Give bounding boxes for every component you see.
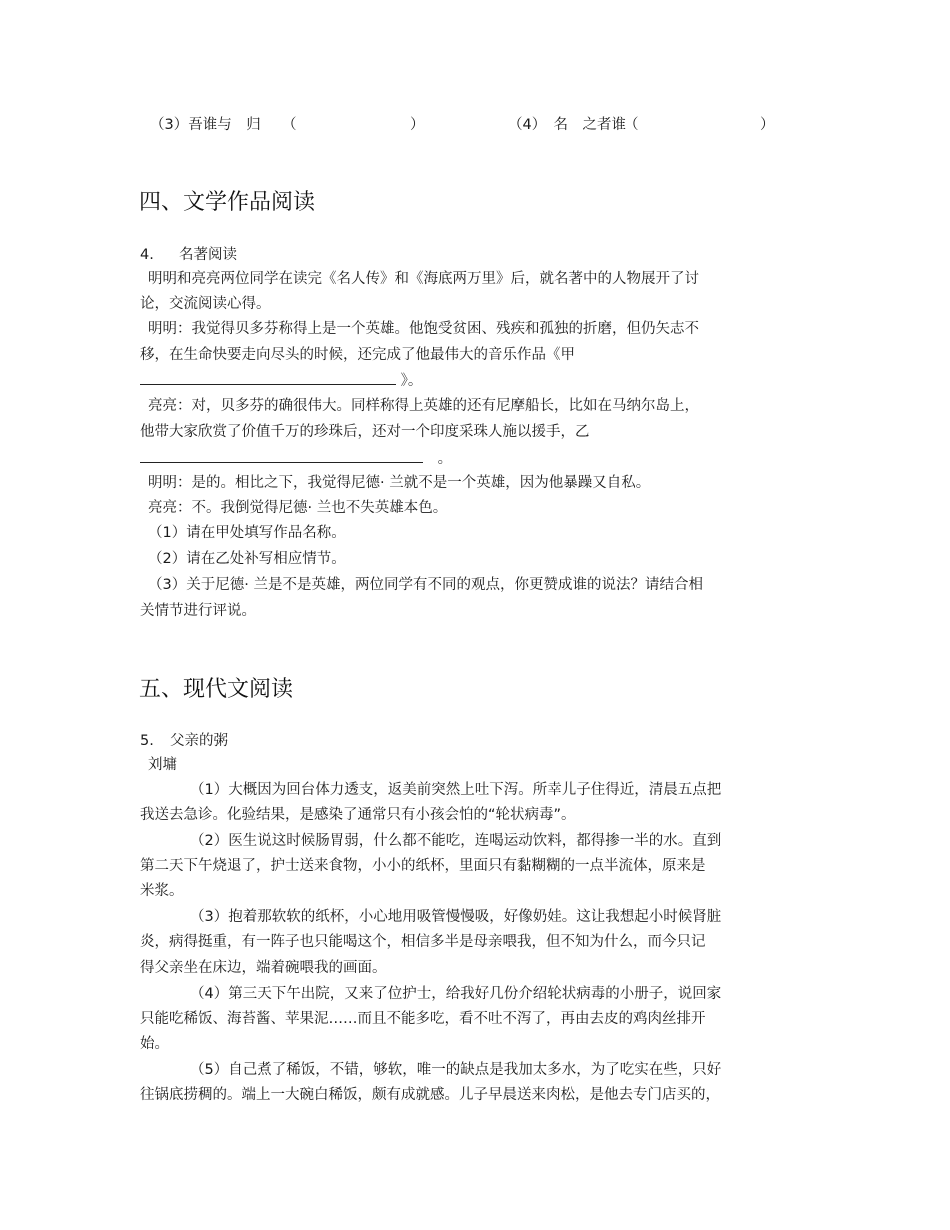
q4-intro-line1: 明明和亮亮两位同学在读完《名人传》和《海底两万里》后，就名著中的人物展开了讨: [148, 271, 699, 287]
para2-line1: （2）医生说这时候肠胃弱，什么都不能吃，连喝运动饮料，都得掺一半的水。直到: [190, 833, 722, 849]
item3-close-paren: ）: [410, 117, 425, 133]
para4-line1: （4）第三天下午出院，又来了位护士，给我好几份介绍轮状病毒的小册子，说回家: [190, 986, 722, 1002]
q4-intro-line2: 论，交流阅读心得。: [140, 296, 271, 312]
q4-title: 名著阅读: [179, 247, 237, 263]
blank-jia-end: 》。: [400, 373, 423, 389]
para2-line2: 第二天下午烧退了，护士送来食物，小小的纸杯，里面只有黏糊糊的一点半流体，原来是: [140, 858, 706, 874]
liangliang-line2: 他带大家欣赏了价值千万的珍珠后，还对一个印度采珠人施以援手，乙: [140, 424, 590, 440]
item3-label: （3）吾谁与 归: [150, 117, 261, 133]
blank-jia[interactable]: [140, 370, 396, 385]
para1-line1: （1）大概因为回台体力透支，返美前突然上吐下泻。所幸儿子住得近，清晨五点把: [190, 782, 722, 798]
liangliang-line1: 亮亮：对，贝多芬的确很伟大。同样称得上英雄的还有尼摩船长，比如在马纳尔岛上，: [148, 398, 699, 414]
subquestion-2: （2）请在乙处补写相应情节。: [148, 551, 346, 567]
subquestion-3-line2: 关情节进行评说。: [140, 603, 256, 619]
blank-yi-end: 。: [437, 451, 453, 467]
para4-line2: 只能吃稀饭、海苔酱、苹果泥……而且不能多吃，看不吐不泻了，再由去皮的鸡肉丝排开: [140, 1011, 706, 1027]
blank-yi-line: [140, 448, 452, 469]
section4-heading: 四、文学作品阅读: [139, 190, 316, 215]
para3-line3: 得父亲坐在床边，端着碗喂我的画面。: [140, 960, 387, 976]
para3-line2: 炎，病得挺重，有一阵子也只能喝这个，相信多半是母亲喂我，但不知为什么，而今只记: [140, 934, 706, 950]
q5-number: 5.: [140, 733, 154, 749]
q4-number: 4.: [140, 247, 154, 263]
subquestion-1: （1）请在甲处填写作品名称。: [148, 525, 346, 541]
para5-line1: （5）自己煮了稀饭，不错，够软，唯一的缺点是我加太多水，为了吃实在些，只好: [190, 1062, 722, 1078]
liangliang-line3: 亮亮：不。我倒觉得尼德· 兰也不失英雄本色。: [148, 500, 448, 516]
mingming-line3: 明明：是的。相比之下，我觉得尼德· 兰就不是一个英雄，因为他暴躁又自私。: [148, 475, 651, 491]
item4-close-paren: ）: [760, 117, 775, 133]
mingming-line2: 移，在生命快要走向尽头的时候，还完成了他最伟大的音乐作品《甲: [140, 347, 575, 363]
article-author: 刘墉: [148, 757, 177, 773]
para3-line1: （3）抱着那软软的纸杯，小心地用吸管慢慢吸，好像奶娃。这让我想起小时候肾脏: [190, 909, 722, 925]
para2-line3: 米浆。: [140, 883, 184, 899]
para1-line2: 我送去急诊。化验结果，是感染了通常只有小孩会怕的“轮状病毒”。: [140, 807, 576, 823]
item4-open-paren: （: [624, 117, 639, 133]
blank-yi[interactable]: [140, 448, 423, 463]
item3-open-paren: （: [282, 117, 297, 133]
subquestion-3-line1: （3）关于尼德· 兰是不是英雄，两位同学有不同的观点，你更赞成谁的说法？请结合相: [148, 577, 703, 593]
para4-line3: 始。: [140, 1036, 169, 1052]
para5-line2: 往锅底捞稠的。端上一大碗白稀饭，颇有成就感。儿子早晨送来肉松，是他去专门店买的，: [140, 1087, 720, 1103]
q5-title: 父亲的粥: [170, 733, 228, 749]
item4-label: （4） 名 之者谁: [508, 117, 626, 133]
mingming-line1: 明明：我觉得贝多芬称得上是一个英雄。他饱受贫困、残疾和孤独的折磨，但仍矢志不: [148, 321, 699, 337]
blank-jia-line: [140, 370, 422, 391]
section5-heading: 五、现代文阅读: [139, 677, 294, 702]
